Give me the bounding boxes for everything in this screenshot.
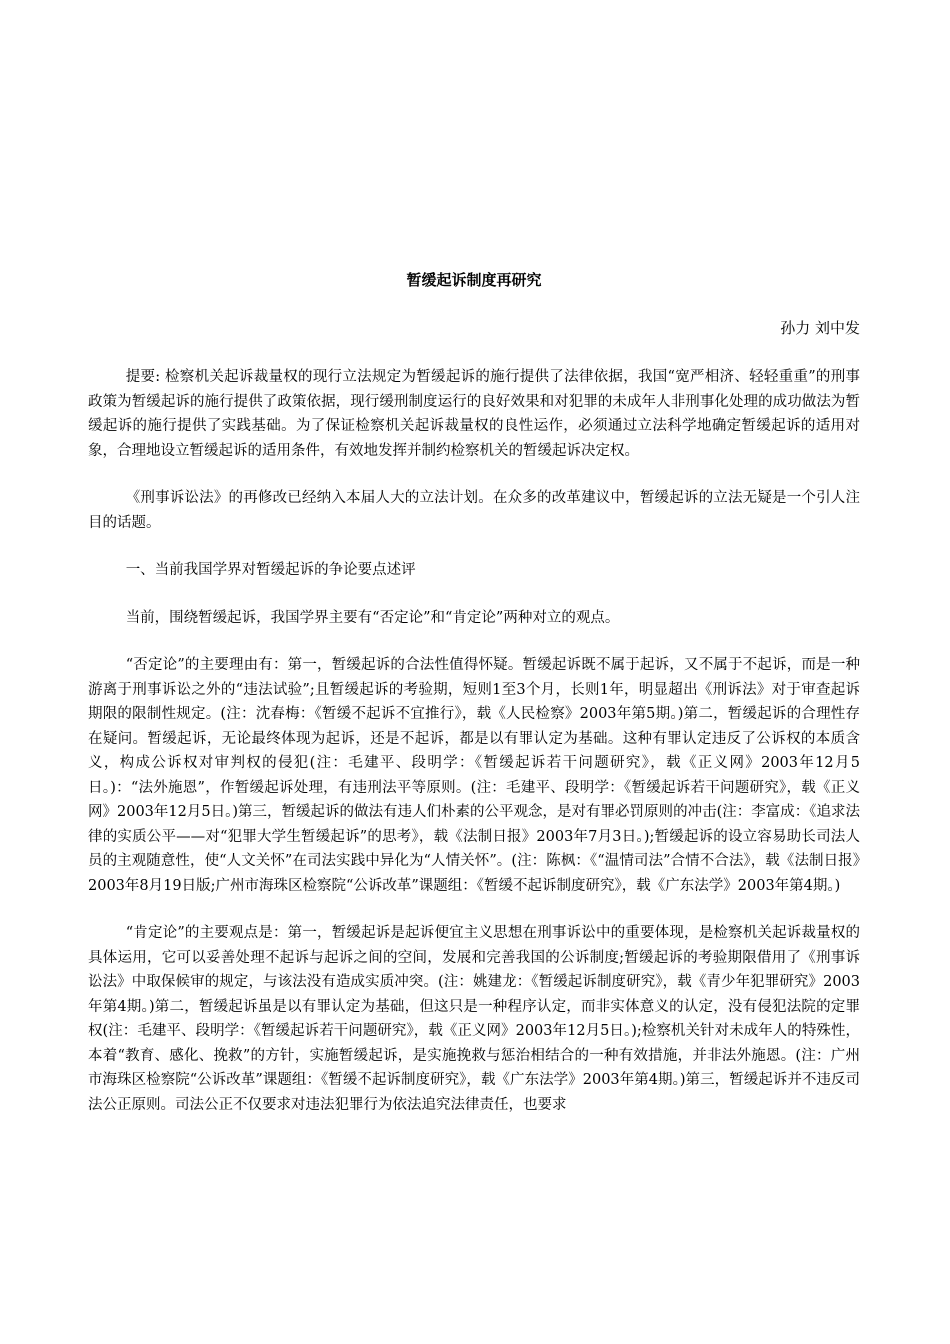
body-paragraph: “肯定论”的主要观点是：第一，暂缓起诉是起诉便宜主义思想在刑事诉讼中的重要体现，是检察机关起诉裁量权的具体运用，它可以妥善处理不起诉与起诉之间的空间，发展和完善我国的公诉制度;暂缓起诉的考验期限借用了《刑事诉讼法》中取保候审的规定，与该法没有造成实质冲突。(注：姚建龙：《暂缓起诉制度研究》，载《青少年犯罪研究》2003年第4期。)第二，暂缓起诉虽是以有罪认定为基础，但这只是一种程序认定，而非实体意义的认定，没有侵犯法院的定罪权(注：毛建平、段明学：《暂缓起诉若干问题研究》，载《正义网》2003年12月5日。);检察机关针对未成年人的特殊性，本着“教育、感化、挽救”的方针，实施暂缓起诉，是实施挽救与惩治相结合的一种有效措施，并非法外施恩。(注：广州市海珠区检察院“公诉改革”课题组：《暂缓不起诉制度研究》，载《广东法学》2003年第4期。)第三，暂缓起诉并不违反司法公正原则。司法公正不仅要求对违法犯罪行为依法追究法律责任，也要求 — [88, 925, 860, 1113]
abstract-paragraph: 提要: 检察机关起诉裁量权的现行立法规定为暂缓起诉的施行提供了法律依据，我国“宽严相济、轻轻重重”的刑事政策为暂缓起诉的施行提供了政策依据，现行缓刑制度运行的良好效果和对犯罪的未成年人非刑事化处理的成功做法为暂缓起诉的施行提供了实践基础。为了保证检察机关起诉裁量权的良性运作，必须通过立法科学地确定暂缓起诉的适用对象，合理地设立暂缓起诉的适用条件，有效地发挥并制约检察机关的暂缓起诉决定权。 — [88, 369, 860, 459]
section-heading: 一、当前我国学界对暂缓起诉的争论要点述评 — [125, 562, 416, 578]
document-body — [88, 365, 860, 1140]
document-page — [88, 0, 860, 1344]
body-paragraph: 当前，围绕暂缓起诉，我国学界主要有“否定论”和“肯定论”两种对立的观点。 — [125, 609, 620, 626]
intro-paragraph: 《刑事诉讼法》的再修改已经纳入本届人大的立法计划。在众多的改革建议中，暂缓起诉的立法无疑是一个引人注目的话题。 — [88, 490, 860, 531]
body-paragraph: “否定论”的主要理由有：第一，暂缓起诉的合法性值得怀疑。暂缓起诉既不属于起诉，又不属于不起诉，而是一种游离于刑事诉讼之外的“违法试验”;且暂缓起诉的考验期，短则1至3个月，长则1年，明显超出《刑诉法》对于审查起诉期限的限制性规定。(注：沈春梅：《暂缓不起诉不宜推行》，载《人民检察》2003年第5期。)第二，暂缓起诉的合理性存在疑问。暂缓起诉，无论最终体现为起诉，还是不起诉，都是以有罪认定为基础。这种有罪认定违反了公诉权的本质含义，构成公诉权对审判权的侵犯(注：毛建平、段明学：《暂缓起诉若干问题研究》，载《正义网》2003年12月5日。)：“法外施恩”，作暂缓起诉处理，有违刑法平等原则。(注：毛建平、段明学：《暂缓起诉若干问题研究》，载《正义网》2003年12月5日。)第三，暂缓起诉的做法有违人们朴素的公平观念，是对有罪必罚原则的冲击(注：李富成：《追求法律的实质公平——对“犯罪大学生暂缓起诉”的思考》，载《法制日报》2003年7月3日。);暂缓起诉的设立容易助长司法人员的主观随意性，使“人文关怀”在司法实践中异化为“人情关怀”。(注：陈枫：《“温情司法”合情不合法》，载《法制日报》2003年8月19日版;广州市海珠区检察院“公诉改革”课题组：《暂缓不起诉制度研究》，载《广东法学》2003年第4期。) — [88, 657, 860, 894]
document-authors: 孙力 刘中发 — [780, 319, 860, 337]
document-title: 暂缓起诉制度再研究 — [406, 271, 542, 289]
